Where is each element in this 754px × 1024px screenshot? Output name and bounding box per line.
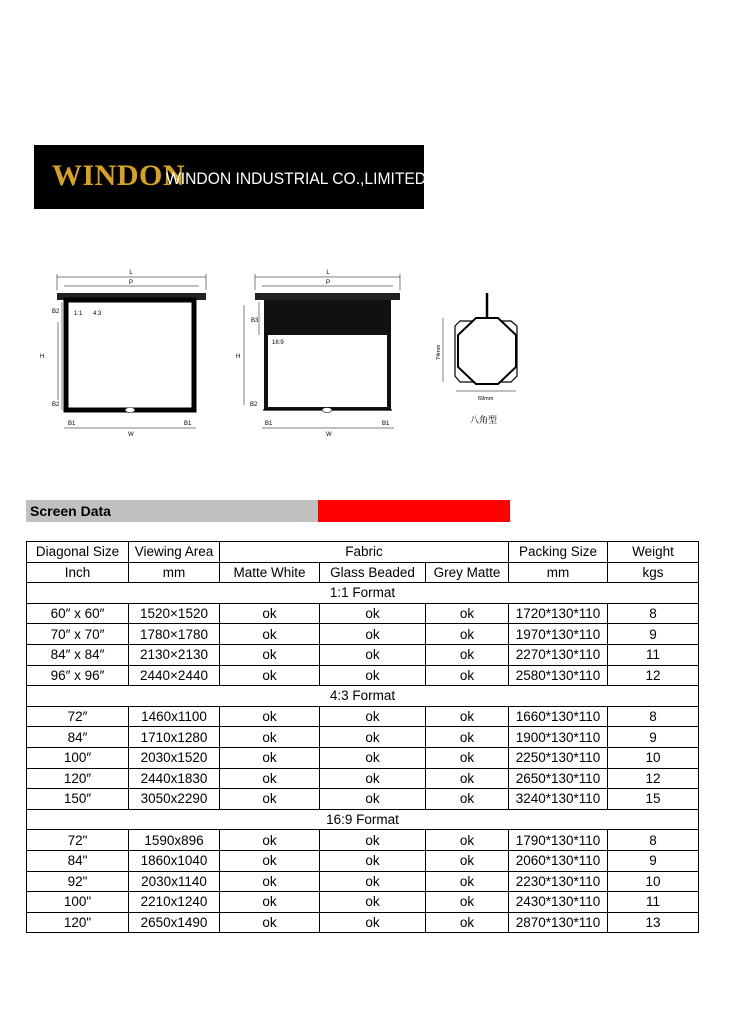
diagonal-size-cell: 70″ x 70″ [27,624,129,645]
weight-cell: 9 [608,727,699,748]
table-row [27,850,699,871]
dim-label-b1-right: B1 [184,421,192,427]
header-matte-white: Matte White [220,562,320,583]
grey-matte-cell: ok [426,603,509,624]
grey-matte-cell: ok [426,768,509,789]
diagonal-size-cell: 100″ [27,747,129,768]
glass-beaded-cell: ok [320,830,426,851]
dim-label-p-2: P [325,280,331,286]
packing-size-cell: 2060*130*110 [509,850,608,871]
glass-beaded-cell: ok [320,706,426,727]
matte-white-cell: ok [220,727,320,748]
viewing-area-cell: 2440x1830 [129,768,220,789]
matte-white-cell: ok [220,706,320,727]
glass-beaded-cell: ok [320,871,426,892]
screen-surface [66,300,194,410]
dim-label-b1-right-2: B1 [382,421,390,427]
diagonal-size-cell: 100" [27,892,129,913]
header-diagonal-size: Diagonal Size [27,542,129,563]
glass-beaded-cell: ok [320,665,426,686]
weight-cell: 9 [608,624,699,645]
weight-cell: 10 [608,871,699,892]
ratio-label-16-9: 16:9 [272,340,284,346]
glass-beaded-cell: ok [320,603,426,624]
grey-matte-cell: ok [426,624,509,645]
packing-size-cell: 2870*130*110 [509,912,608,933]
table-row [27,912,699,933]
table-row [27,830,699,851]
weight-cell: 11 [608,892,699,913]
dim-label-b2-bottom: B2 [52,402,60,408]
weight-cell: 12 [608,768,699,789]
glass-beaded-cell: ok [320,912,426,933]
case-width-label: 69mm [478,396,494,402]
diagonal-size-cell: 92" [27,871,129,892]
diagonal-size-cell: 60″ x 60″ [27,603,129,624]
matte-white-cell: ok [220,665,320,686]
glass-beaded-cell: ok [320,644,426,665]
matte-white-cell: ok [220,789,320,810]
diagonal-size-cell: 120" [27,912,129,933]
weight-cell: 10 [608,747,699,768]
table-row [27,892,699,913]
glass-beaded-cell: ok [320,789,426,810]
table-row [27,768,699,789]
screen-data-table [26,541,699,933]
packing-size-cell: 2230*130*110 [509,871,608,892]
dim-label-b2-bottom-2: B2 [250,402,258,408]
header-packing-size: Packing Size [509,542,608,563]
viewing-area-cell: 1590x896 [129,830,220,851]
diagonal-size-cell: 84″ [27,727,129,748]
format-group-row [27,583,699,604]
front-view-diagram-square [40,270,206,438]
packing-size-cell: 2270*130*110 [509,644,608,665]
dim-label-l-2: L [326,270,330,276]
table-row [27,789,699,810]
format-group-row [27,686,699,707]
packing-size-cell: 1790*130*110 [509,830,608,851]
header-unit-mm-packing: mm [509,562,608,583]
glass-beaded-cell: ok [320,850,426,871]
company-logo-banner [34,145,427,209]
diagonal-size-cell: 84″ x 84″ [27,644,129,665]
glass-beaded-cell: ok [320,624,426,645]
viewing-area-cell: 1860x1040 [129,850,220,871]
dim-label-b1-left-2: B1 [265,421,273,427]
weight-cell: 8 [608,603,699,624]
viewing-area-cell: 2650x1490 [129,912,220,933]
matte-white-cell: ok [220,603,320,624]
matte-white-cell: ok [220,768,320,789]
packing-size-cell: 2250*130*110 [509,747,608,768]
weight-cell: 11 [608,644,699,665]
matte-white-cell: ok [220,892,320,913]
viewing-area-cell: 2030x1520 [129,747,220,768]
table-row [27,665,699,686]
viewing-area-cell: 1460x1100 [129,706,220,727]
matte-white-cell: ok [220,624,320,645]
dim-label-w-2: W [326,432,332,438]
glass-beaded-cell: ok [320,768,426,789]
grey-matte-cell: ok [426,727,509,748]
weight-cell: 15 [608,789,699,810]
format-group-label: 16:9 Format [27,809,699,830]
table-header-row-2 [27,562,699,583]
table-header-row-1 [27,542,699,563]
weight-cell: 8 [608,830,699,851]
screen-data-section-header [26,500,510,522]
glass-beaded-cell: ok [320,747,426,768]
diagonal-size-cell: 150″ [27,789,129,810]
viewing-area-cell: 1710x1280 [129,727,220,748]
viewing-area-cell: 2030x1140 [129,871,220,892]
dim-label-h-2: H [236,354,241,360]
company-name: WINDON INDUSTRIAL CO.,LIMITED [166,169,427,188]
matte-white-cell: ok [220,747,320,768]
packing-size-cell: 1660*130*110 [509,706,608,727]
brand-logo-text: WINDON [52,159,186,192]
dim-label-b3: B3 [251,318,259,324]
header-grey-matte: Grey Matte [426,562,509,583]
grey-matte-cell: ok [426,912,509,933]
weight-cell: 8 [608,706,699,727]
dim-label-p: P [128,280,134,286]
table-row [27,727,699,748]
grey-matte-cell: ok [426,665,509,686]
screen-surface-widescreen [268,335,387,407]
grey-matte-cell: ok [426,850,509,871]
dim-label-h: H [40,354,45,360]
table-row [27,624,699,645]
section-title: Screen Data [30,503,111,519]
case-height-label: 74mm [436,344,442,360]
grey-matte-cell: ok [426,747,509,768]
diagonal-size-cell: 72" [27,830,129,851]
packing-size-cell: 2430*130*110 [509,892,608,913]
matte-white-cell: ok [220,830,320,851]
matte-white-cell: ok [220,912,320,933]
diagonal-size-cell: 96″ x 96″ [27,665,129,686]
packing-size-cell: 3240*130*110 [509,789,608,810]
ratio-label-4-3: 4:3 [93,311,102,317]
screen-dimension-diagrams [0,260,754,450]
packing-size-cell: 2580*130*110 [509,665,608,686]
dim-label-w: W [128,432,134,438]
grey-matte-cell: ok [426,644,509,665]
glass-beaded-cell: ok [320,727,426,748]
weight-cell: 13 [608,912,699,933]
viewing-area-cell: 2130×2130 [129,644,220,665]
viewing-area-cell: 1520×1520 [129,603,220,624]
table-row [27,706,699,727]
viewing-area-cell: 3050x2290 [129,789,220,810]
packing-size-cell: 1900*130*110 [509,727,608,748]
header-viewing-area: Viewing Area [129,542,220,563]
header-unit-mm: mm [129,562,220,583]
grey-matte-cell: ok [426,706,509,727]
grey-matte-cell: ok [426,871,509,892]
format-group-label: 4:3 Format [27,686,699,707]
dim-label-b2-top: B2 [52,309,60,315]
dim-label-l: L [129,270,133,276]
ratio-label-1-1: 1:1 [74,311,83,317]
table-row [27,871,699,892]
grey-matte-cell: ok [426,789,509,810]
diagonal-size-cell: 72″ [27,706,129,727]
front-view-diagram-widescreen [236,270,400,438]
case-type-caption: 八角型 [470,415,498,425]
diagonal-size-cell: 84" [27,850,129,871]
table-row [27,747,699,768]
packing-size-cell: 1720*130*110 [509,603,608,624]
matte-white-cell: ok [220,871,320,892]
packing-size-cell: 2650*130*110 [509,768,608,789]
viewing-area-cell: 2440×2440 [129,665,220,686]
table-row [27,644,699,665]
packing-size-cell: 1970*130*110 [509,624,608,645]
header-weight: Weight [608,542,699,563]
octagonal-case-side-view [436,293,517,425]
header-unit-inch: Inch [27,562,129,583]
diagonal-size-cell: 120″ [27,768,129,789]
grey-matte-cell: ok [426,830,509,851]
glass-beaded-cell: ok [320,892,426,913]
header-fabric: Fabric [220,542,509,563]
weight-cell: 12 [608,665,699,686]
weight-cell: 9 [608,850,699,871]
dim-label-b1-left: B1 [68,421,76,427]
header-glass-beaded: Glass Beaded [320,562,426,583]
grey-matte-cell: ok [426,892,509,913]
table-row [27,603,699,624]
format-group-label: 1:1 Format [27,583,699,604]
format-group-row [27,809,699,830]
viewing-area-cell: 1780×1780 [129,624,220,645]
matte-white-cell: ok [220,644,320,665]
header-unit-kgs: kgs [608,562,699,583]
viewing-area-cell: 2210x1240 [129,892,220,913]
matte-white-cell: ok [220,850,320,871]
